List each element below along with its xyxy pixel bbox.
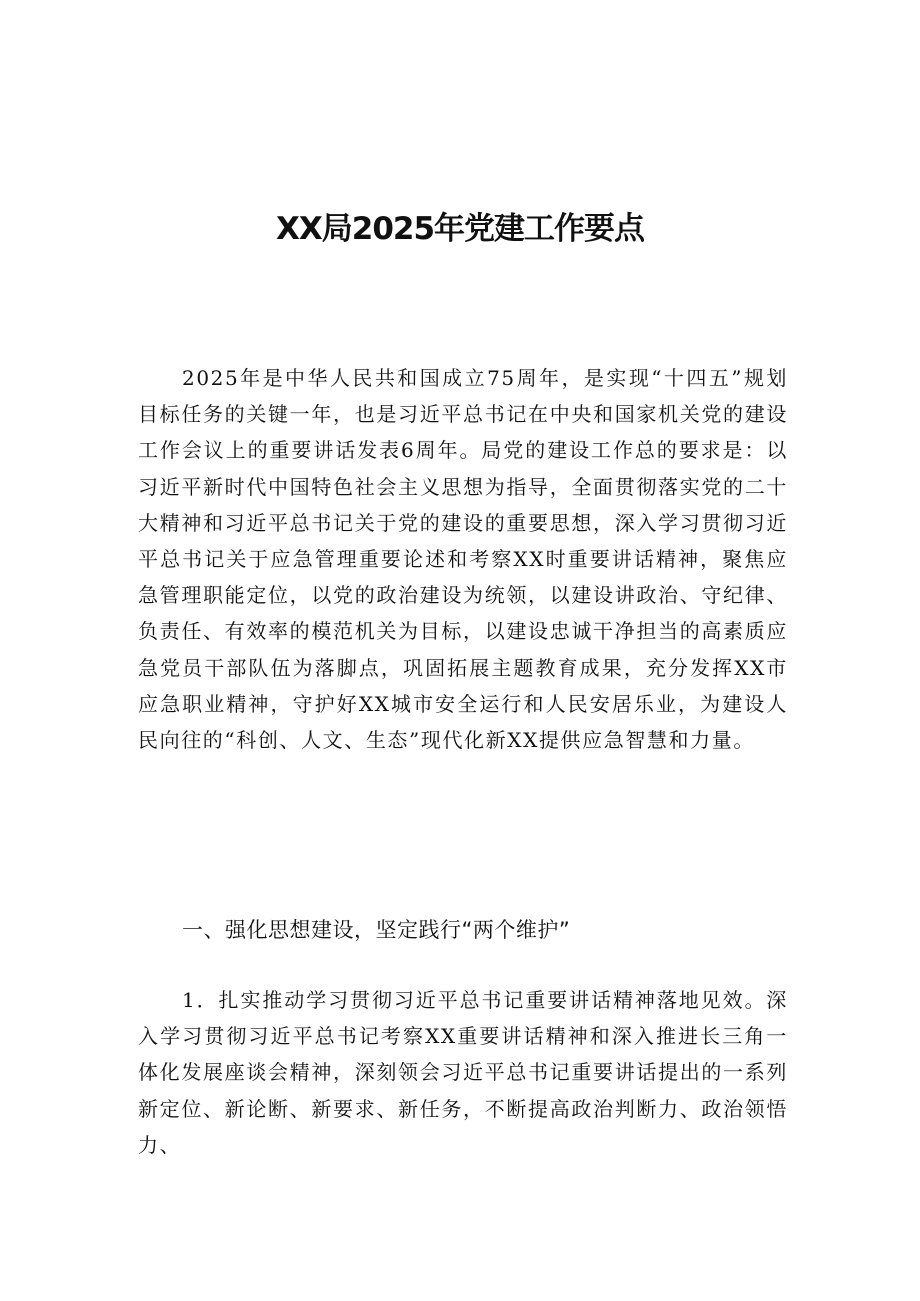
intro-paragraph: 2025年是中华人民共和国成立75周年，是实现“十四五”规划目标任务的关键一年，也是习近平总书记在中央和国家机关党的建设工作会议上的重要讲话发表6周年。局党的建设工作总的要求是：以习近平新时代中国特色社会主义思想为指导，全面贯彻落实党的二十大精神和习近平总书记关于党的建设的重要思想，深入学习贯彻习近平总书记关于应急管理重要论述和考察XX时重要讲话精神，聚焦应急管理职能定位，以党的政治建设为统领，以建设讲政治、守纪律、负责任、有效率的模范机关为目标，以建设忠诚干净担当的高素质应急党员干部队伍为落脚点，巩固拓展主题教育成果，充分发挥XX市应急职业精神，守护好XX城市安全运行和人民安居乐业，为建设人民向往的“科创、人文、生态”现代化新XX提供应急智慧和力量。 — [138, 366, 788, 753]
section-heading-1: 一、强化思想建设，坚定践行“两个维护” — [182, 918, 571, 942]
item-1-paragraph: 1．扎实推动学习贯彻习近平总书记重要讲话精神落地见效。深入学习贯彻习近平总书记考察XX重要讲话精神和深入推进长三角一体化发展座谈会精神，深刻领会习近平总书记重要讲话提出的一系列新定位、新论断、新要求、新任务，不断提高政治判断力、政治领悟力、 — [138, 988, 788, 1157]
document-title: XX局2025年党建工作要点 — [275, 211, 645, 247]
